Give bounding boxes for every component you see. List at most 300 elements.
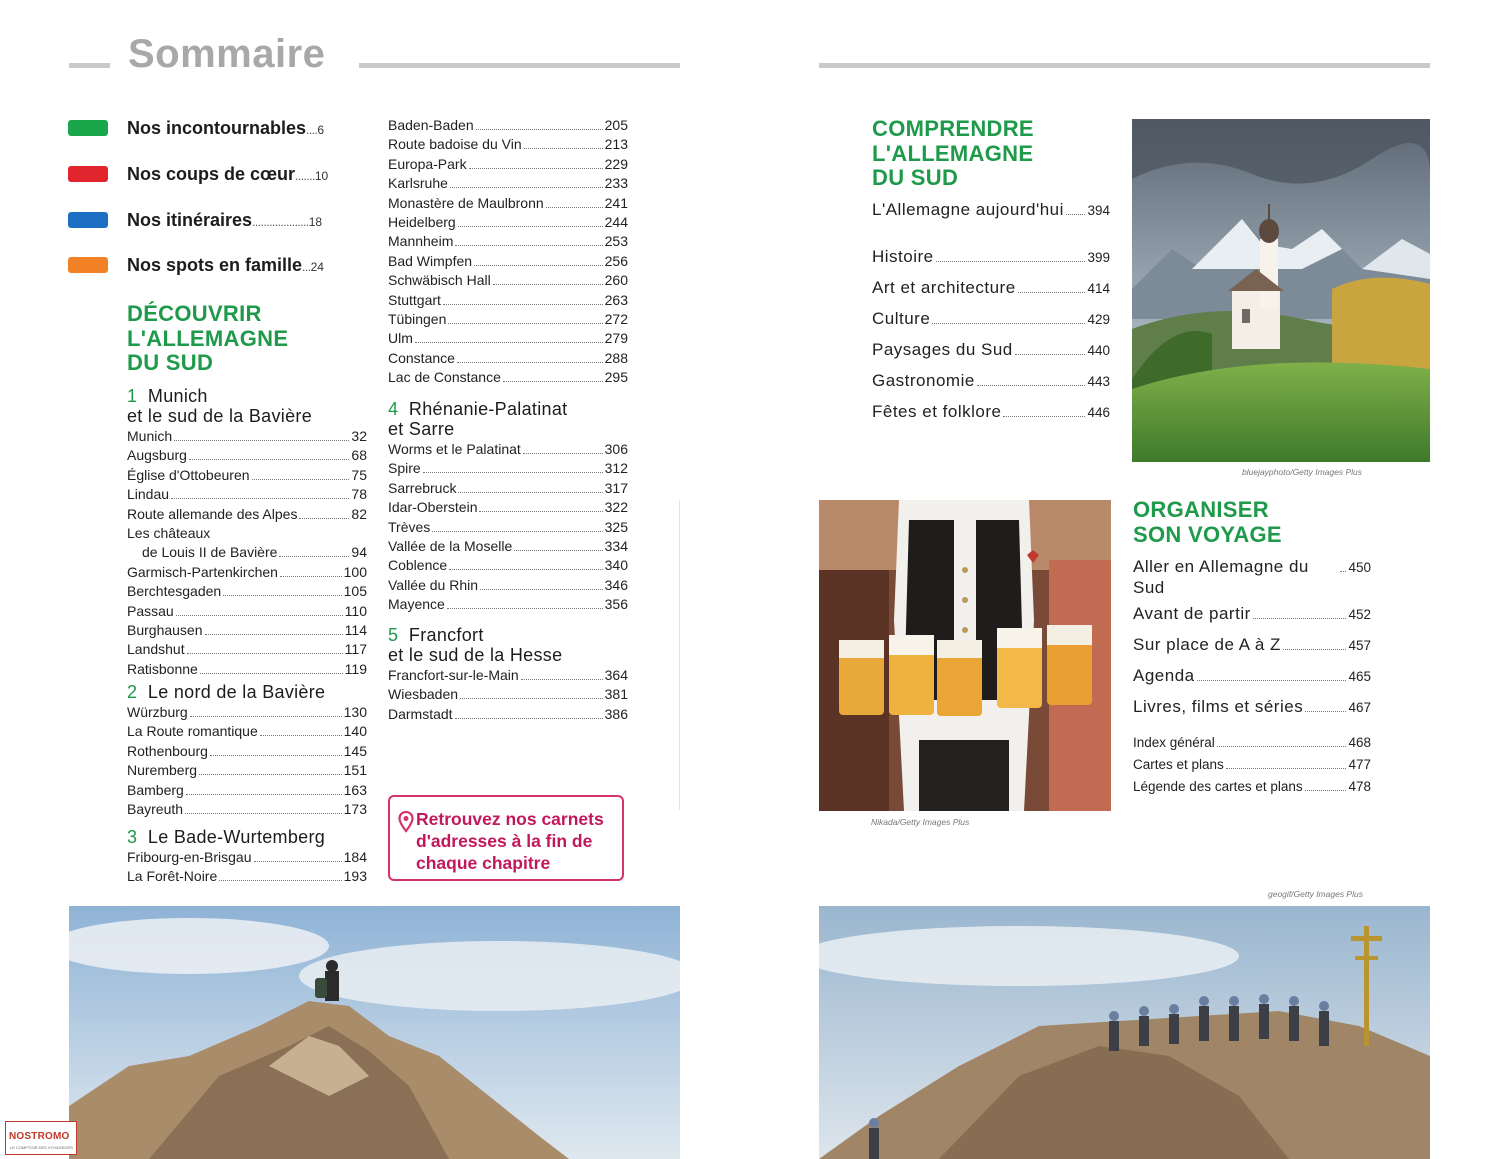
dot-leader bbox=[455, 245, 602, 246]
entry-label: L'Allemagne aujourd'hui bbox=[872, 200, 1064, 219]
dot-leader bbox=[1305, 711, 1346, 712]
toc-entry bbox=[127, 640, 367, 659]
toc-entry bbox=[127, 427, 367, 446]
entry-page: 100 bbox=[343, 563, 367, 580]
color-tab-icon bbox=[68, 212, 108, 228]
toc-entry bbox=[388, 271, 628, 290]
toc-entry bbox=[388, 135, 628, 154]
entry-label: Darmstadt bbox=[388, 705, 453, 722]
dot-leader bbox=[205, 634, 343, 635]
entry-label: Ulm bbox=[388, 330, 413, 347]
color-tab-icon bbox=[68, 257, 108, 273]
title-rule-right bbox=[359, 63, 680, 68]
entry-page: 325 bbox=[604, 518, 628, 535]
page-gutter-line bbox=[679, 500, 680, 810]
discover-heading-line: L'ALLEMAGNE bbox=[127, 325, 289, 351]
dot-leader bbox=[210, 755, 342, 756]
toc-entry bbox=[1133, 629, 1371, 660]
entry-label: Worms et le Palatinat bbox=[388, 441, 521, 457]
entry-page: 381 bbox=[604, 686, 628, 703]
entry-page: 429 bbox=[1087, 312, 1110, 327]
toc-entry bbox=[1133, 732, 1371, 754]
entry-page: 317 bbox=[604, 479, 628, 496]
chapter-number: 2 bbox=[127, 682, 138, 702]
entry-page: 193 bbox=[343, 868, 367, 885]
dot-leader bbox=[223, 595, 341, 596]
entry-page: 279 bbox=[604, 330, 628, 347]
dot-leader bbox=[1066, 214, 1086, 215]
entry-label: Livres, films et séries bbox=[1133, 697, 1304, 716]
highlight-item bbox=[68, 164, 368, 186]
entry-label: Constance bbox=[388, 349, 455, 366]
entry-label: Légende des cartes et plans bbox=[1133, 779, 1303, 794]
entry-label: Passau bbox=[127, 602, 174, 619]
entry-page: 256 bbox=[604, 252, 628, 269]
highlight-page: 24 bbox=[310, 260, 324, 274]
toc-entry bbox=[1133, 776, 1371, 798]
highlight-page: 6 bbox=[317, 123, 325, 137]
discover-heading-line: DÉCOUVRIR bbox=[127, 301, 262, 326]
entry-label: Europa-Park bbox=[388, 155, 467, 172]
entry-page: 295 bbox=[604, 369, 628, 386]
entry-label: Idar-Oberstein bbox=[388, 499, 478, 516]
toc-entry bbox=[388, 440, 628, 459]
toc-entry bbox=[127, 621, 367, 640]
entry-page: 465 bbox=[1348, 669, 1371, 684]
dot-leader bbox=[524, 148, 603, 149]
toc-entry bbox=[388, 194, 628, 213]
understand-heading-line: COMPRENDRE bbox=[872, 116, 1034, 141]
entry-page: 450 bbox=[1348, 560, 1371, 575]
entry-label: Paysages du Sud bbox=[872, 340, 1013, 359]
toc-entry bbox=[127, 524, 367, 543]
church-photo bbox=[1132, 119, 1430, 462]
toc-entry bbox=[127, 703, 367, 722]
entry-page: 440 bbox=[1087, 343, 1110, 358]
dot-leader bbox=[469, 168, 603, 169]
chapter-title-line: Munich bbox=[147, 386, 208, 406]
callout-text: Retrouvez nos carnets d'adresses à la fin de chaque chapitre bbox=[416, 809, 604, 873]
dot-leader bbox=[423, 472, 603, 473]
toc-entry bbox=[388, 155, 628, 174]
understand-heading bbox=[872, 117, 1034, 191]
entry-page: 340 bbox=[604, 557, 628, 574]
dot-leader bbox=[521, 679, 603, 680]
dot-leader bbox=[455, 718, 603, 719]
entry-label: Sur place de A à Z bbox=[1133, 635, 1281, 654]
dot-leader bbox=[479, 511, 602, 512]
dot-leader bbox=[460, 698, 603, 699]
organize-heading-line: ORGANISER bbox=[1133, 497, 1269, 522]
toc-entry bbox=[127, 563, 367, 582]
highlight-item bbox=[68, 255, 368, 277]
dot-leader bbox=[448, 323, 602, 324]
dot-leader bbox=[936, 261, 1086, 262]
discover-heading-line: DU SUD bbox=[127, 350, 214, 375]
entry-page: 82 bbox=[351, 505, 367, 522]
chapter-number: 3 bbox=[127, 827, 138, 847]
entry-label: Baden-Baden bbox=[388, 117, 474, 133]
dot-leader bbox=[171, 498, 349, 499]
entry-page: 130 bbox=[343, 704, 367, 720]
entry-page: 312 bbox=[604, 460, 628, 477]
dot-leader bbox=[449, 569, 602, 570]
toc-entry bbox=[127, 722, 367, 741]
dot-leader bbox=[1015, 354, 1086, 355]
understand-heading-line: L'ALLEMAGNE bbox=[872, 140, 1034, 166]
toc-entry bbox=[388, 232, 628, 251]
entry-page: 477 bbox=[1348, 757, 1371, 772]
highlight-page: 18 bbox=[308, 215, 323, 229]
entry-label: La Forêt-Noire bbox=[127, 868, 218, 885]
dot-leader bbox=[219, 880, 341, 881]
toc-entry bbox=[388, 556, 628, 575]
entry-page: 117 bbox=[344, 641, 367, 658]
chapter-title-line: Francfort bbox=[408, 625, 484, 645]
summit-cross-photo bbox=[819, 906, 1430, 1159]
entry-page: 105 bbox=[343, 583, 367, 600]
toc-entry bbox=[388, 479, 628, 498]
entry-page: 399 bbox=[1087, 250, 1110, 265]
dot-leader bbox=[458, 492, 602, 493]
address-book-callout bbox=[388, 795, 624, 881]
entry-label: Spire bbox=[388, 460, 421, 477]
chapter-2-entries bbox=[127, 703, 367, 819]
hiker-rock-photo bbox=[69, 906, 680, 1159]
entry-page: 163 bbox=[343, 781, 367, 798]
toc-entry bbox=[127, 543, 367, 562]
dot-leader bbox=[260, 735, 342, 736]
title-rule-left bbox=[69, 63, 110, 68]
entry-label: Coblence bbox=[388, 557, 448, 574]
entry-label: Culture bbox=[872, 309, 931, 328]
toc-entry bbox=[388, 252, 628, 271]
toc-entry bbox=[127, 742, 367, 761]
chapter-3-entries-a bbox=[127, 848, 367, 887]
photo-credit-church: bluejayphoto/Getty Images Plus bbox=[1242, 467, 1363, 477]
toc-entry bbox=[872, 272, 1110, 303]
entry-label: Fribourg-en-Brisgau bbox=[127, 849, 252, 865]
highlight-text bbox=[127, 210, 322, 231]
entry-label: Garmisch-Partenkirchen bbox=[127, 563, 278, 580]
toc-entry bbox=[388, 368, 628, 387]
chapter-1-entries bbox=[127, 427, 367, 679]
entry-label: Aller en Allemagne du Sud bbox=[1133, 557, 1309, 597]
toc-entry bbox=[872, 303, 1110, 334]
photo-credit-waiter: Nikada/Getty Images Plus bbox=[871, 817, 970, 827]
entry-label: Mayence bbox=[388, 596, 445, 613]
entry-label: Munich bbox=[127, 428, 173, 444]
entry-label: Wiesbaden bbox=[388, 686, 459, 703]
entry-page: 151 bbox=[343, 762, 367, 779]
entry-label: Bamberg bbox=[127, 781, 184, 798]
dot-leader bbox=[176, 615, 343, 616]
chapter-title-line: et le sud de la Hesse bbox=[388, 645, 563, 665]
dot-leader bbox=[415, 342, 603, 343]
dot-leader bbox=[1197, 680, 1347, 681]
entry-page: 140 bbox=[343, 723, 367, 740]
dot-leader: ....... bbox=[295, 169, 315, 183]
entry-label: Trèves bbox=[388, 518, 431, 535]
dot-leader bbox=[1217, 746, 1347, 747]
dot-leader bbox=[189, 459, 349, 460]
dot-leader bbox=[447, 608, 603, 609]
entry-page: 229 bbox=[604, 155, 628, 172]
toc-entry bbox=[872, 199, 1110, 241]
dot-leader bbox=[514, 550, 602, 551]
highlight-text bbox=[127, 164, 328, 185]
toc-entry bbox=[388, 291, 628, 310]
dot-leader bbox=[1226, 768, 1347, 769]
dot-leader: .................... bbox=[252, 215, 309, 229]
color-tab-icon bbox=[68, 120, 108, 136]
entry-label: Cartes et plans bbox=[1133, 757, 1224, 772]
photo-credit-summit: geogif/Getty Images Plus bbox=[1268, 889, 1363, 899]
entry-page: 119 bbox=[344, 660, 367, 677]
dot-leader bbox=[1305, 790, 1347, 791]
toc-entry bbox=[388, 595, 628, 614]
entry-page: 443 bbox=[1087, 374, 1110, 389]
highlight-item bbox=[68, 118, 368, 140]
dot-leader bbox=[299, 518, 349, 519]
organize-entries bbox=[1133, 556, 1371, 722]
chapter-title-line: Rhénanie-Palatinat bbox=[408, 399, 568, 419]
dot-leader bbox=[443, 304, 603, 305]
dot-leader bbox=[523, 453, 603, 454]
chapter-3-entries-b bbox=[388, 116, 628, 387]
entry-label: Landshut bbox=[127, 641, 185, 658]
dot-leader bbox=[279, 556, 349, 557]
entry-label: Würzburg bbox=[127, 704, 188, 720]
chapter-5-entries bbox=[388, 666, 628, 724]
entry-label: Avant de partir bbox=[1133, 604, 1251, 623]
dot-leader bbox=[493, 284, 603, 285]
toc-entry bbox=[388, 459, 628, 478]
chapter-4-title bbox=[388, 399, 567, 439]
entry-page: 145 bbox=[343, 742, 367, 759]
entry-label: Bad Wimpfen bbox=[388, 252, 473, 269]
understand-heading-line: DU SUD bbox=[872, 165, 959, 190]
entry-label: Gastronomie bbox=[872, 371, 975, 390]
organize-heading bbox=[1133, 498, 1282, 547]
entry-page: 241 bbox=[604, 194, 628, 211]
entry-page: 364 bbox=[604, 667, 628, 683]
dot-leader bbox=[1283, 649, 1347, 650]
entry-page: 184 bbox=[343, 849, 367, 865]
highlight-label: Nos spots en famille bbox=[127, 255, 303, 275]
entry-label: Vallée du Rhin bbox=[388, 576, 479, 593]
toc-entry bbox=[388, 666, 628, 685]
entry-page: 346 bbox=[604, 576, 628, 593]
entry-page: 94 bbox=[351, 544, 367, 561]
dot-leader bbox=[977, 385, 1086, 386]
entry-page: 394 bbox=[1087, 203, 1110, 218]
entry-page: 414 bbox=[1087, 281, 1110, 296]
entry-label: Histoire bbox=[872, 247, 934, 266]
dot-leader bbox=[503, 381, 603, 382]
chapter-title-line: et le sud de la Bavière bbox=[127, 406, 313, 426]
entry-label: Stuttgart bbox=[388, 291, 441, 308]
toc-entry bbox=[1133, 660, 1371, 691]
toc-entry bbox=[388, 116, 628, 135]
dot-leader bbox=[546, 207, 603, 208]
toc-entry bbox=[127, 781, 367, 800]
entry-label: Schwäbisch Hall bbox=[388, 272, 491, 289]
dot-leader bbox=[450, 187, 603, 188]
dot-leader bbox=[458, 226, 603, 227]
entry-page: 306 bbox=[604, 441, 628, 457]
toc-entry bbox=[127, 848, 367, 867]
entry-page: 253 bbox=[604, 233, 628, 250]
toc-entry bbox=[388, 349, 628, 368]
dot-leader bbox=[1340, 571, 1346, 572]
entry-label: Monastère de Maulbronn bbox=[388, 194, 544, 211]
dot-leader bbox=[190, 716, 342, 717]
entry-page: 322 bbox=[604, 499, 628, 516]
entry-page: 288 bbox=[604, 349, 628, 366]
chapter-number: 4 bbox=[388, 399, 399, 419]
chapter-1-title bbox=[127, 386, 312, 426]
entry-label: Sarrebruck bbox=[388, 479, 457, 496]
toc-entry bbox=[127, 602, 367, 621]
dot-leader bbox=[200, 673, 343, 674]
location-pin-icon bbox=[398, 811, 414, 833]
entry-page: 263 bbox=[604, 291, 628, 308]
entry-label: Augsburg bbox=[127, 447, 187, 464]
dot-leader bbox=[186, 794, 342, 795]
entry-label: Vallée de la Moselle bbox=[388, 537, 513, 554]
highlight-text bbox=[127, 255, 324, 276]
right-page-top-rule bbox=[819, 63, 1430, 68]
dot-leader bbox=[187, 653, 343, 654]
entry-page: 78 bbox=[351, 486, 367, 503]
entry-page: 75 bbox=[351, 466, 367, 483]
entry-page: 244 bbox=[604, 213, 628, 230]
entry-label: Francfort-sur-le-Main bbox=[388, 667, 519, 683]
entry-page: 446 bbox=[1087, 405, 1110, 420]
toc-entry bbox=[1133, 598, 1371, 629]
entry-label: La Route romantique bbox=[127, 723, 258, 740]
entry-label: Église d'Ottobeuren bbox=[127, 466, 250, 483]
entry-label: Burghausen bbox=[127, 621, 203, 638]
dot-leader bbox=[1003, 416, 1085, 417]
dot-leader bbox=[932, 323, 1085, 324]
dot-leader bbox=[1253, 618, 1347, 619]
toc-entry bbox=[127, 800, 367, 819]
entry-page: 478 bbox=[1348, 779, 1371, 794]
dot-leader bbox=[476, 129, 603, 130]
entry-page: 334 bbox=[604, 537, 628, 554]
chapter-number: 5 bbox=[388, 625, 399, 645]
dot-leader: .... bbox=[306, 123, 318, 137]
entry-page: 110 bbox=[344, 602, 367, 619]
dot-leader bbox=[280, 576, 342, 577]
entry-label: Route badoise du Vin bbox=[388, 136, 522, 153]
entry-page: 114 bbox=[344, 621, 367, 638]
entry-page: 468 bbox=[1348, 735, 1371, 750]
toc-entry bbox=[388, 537, 628, 556]
beer-waiter-photo bbox=[819, 500, 1111, 811]
toc-entry bbox=[127, 582, 367, 601]
entry-label: Ratisbonne bbox=[127, 660, 198, 677]
toc-entry bbox=[388, 329, 628, 348]
toc-entry bbox=[388, 685, 628, 704]
dot-leader bbox=[199, 774, 342, 775]
entry-label: Tübingen bbox=[388, 310, 447, 327]
entry-page: 260 bbox=[604, 272, 628, 289]
chapter-title-line: Le Bade-Wurtemberg bbox=[147, 827, 326, 847]
understand-entries bbox=[872, 199, 1110, 427]
entry-page: 272 bbox=[604, 310, 628, 327]
toc-entry bbox=[388, 518, 628, 537]
toc-entry bbox=[388, 498, 628, 517]
dot-leader bbox=[474, 265, 603, 266]
toc-entry bbox=[127, 505, 367, 524]
organize-heading-line: SON VOYAGE bbox=[1133, 521, 1282, 547]
entry-page: 68 bbox=[351, 447, 367, 464]
toc-entry bbox=[388, 576, 628, 595]
dot-leader bbox=[174, 440, 349, 441]
dot-leader bbox=[254, 861, 342, 862]
toc-entry bbox=[127, 761, 367, 780]
dot-leader bbox=[480, 589, 603, 590]
entry-label: Art et architecture bbox=[872, 278, 1016, 297]
highlight-label: Nos incontournables bbox=[127, 118, 307, 138]
entry-page: 457 bbox=[1348, 638, 1371, 653]
entry-page: 173 bbox=[343, 800, 367, 817]
highlight-label: Nos itinéraires bbox=[127, 210, 253, 230]
highlight-label: Nos coups de cœur bbox=[127, 164, 296, 184]
discover-heading bbox=[127, 302, 288, 376]
entry-page: 467 bbox=[1348, 700, 1371, 715]
entry-label: Mannheim bbox=[388, 233, 454, 250]
toc-entry bbox=[872, 365, 1110, 396]
toc-entry bbox=[127, 466, 367, 485]
dot-leader: ... bbox=[302, 260, 311, 274]
page-title: Sommaire bbox=[128, 32, 326, 76]
entry-page: 356 bbox=[604, 596, 628, 613]
toc-entry bbox=[872, 396, 1110, 427]
toc-entry bbox=[127, 660, 367, 679]
chapter-2-title bbox=[127, 682, 325, 702]
chapter-5-title bbox=[388, 625, 562, 665]
toc-entry bbox=[388, 705, 628, 724]
nostromo-logo bbox=[5, 1121, 77, 1155]
chapter-4-entries bbox=[388, 440, 628, 615]
dot-leader bbox=[457, 362, 603, 363]
highlight-text bbox=[127, 118, 324, 139]
chapter-title-line: Le nord de la Bavière bbox=[147, 682, 326, 702]
toc-entry bbox=[127, 446, 367, 465]
highlight-page: 10 bbox=[314, 169, 329, 183]
entry-label: Heidelberg bbox=[388, 213, 456, 230]
entry-label: Nuremberg bbox=[127, 762, 198, 779]
toc-entry bbox=[1133, 556, 1371, 598]
toc-entry bbox=[872, 334, 1110, 365]
entry-label: Agenda bbox=[1133, 666, 1195, 685]
toc-entry bbox=[1133, 691, 1371, 722]
entry-label: Index général bbox=[1133, 735, 1215, 750]
color-tab-icon bbox=[68, 166, 108, 182]
entry-label: Rothenbourg bbox=[127, 742, 208, 759]
chapter-3-title bbox=[127, 827, 325, 847]
toc-entry bbox=[388, 174, 628, 193]
entry-page: 32 bbox=[351, 428, 367, 444]
entry-label: Les châteaux bbox=[127, 524, 211, 541]
logo-subtext: LE COMPTOIR DES VOYAGEURS bbox=[10, 1145, 73, 1150]
entry-label: Lindau bbox=[127, 486, 170, 503]
entry-label: de Louis II de Bavière bbox=[142, 544, 278, 561]
